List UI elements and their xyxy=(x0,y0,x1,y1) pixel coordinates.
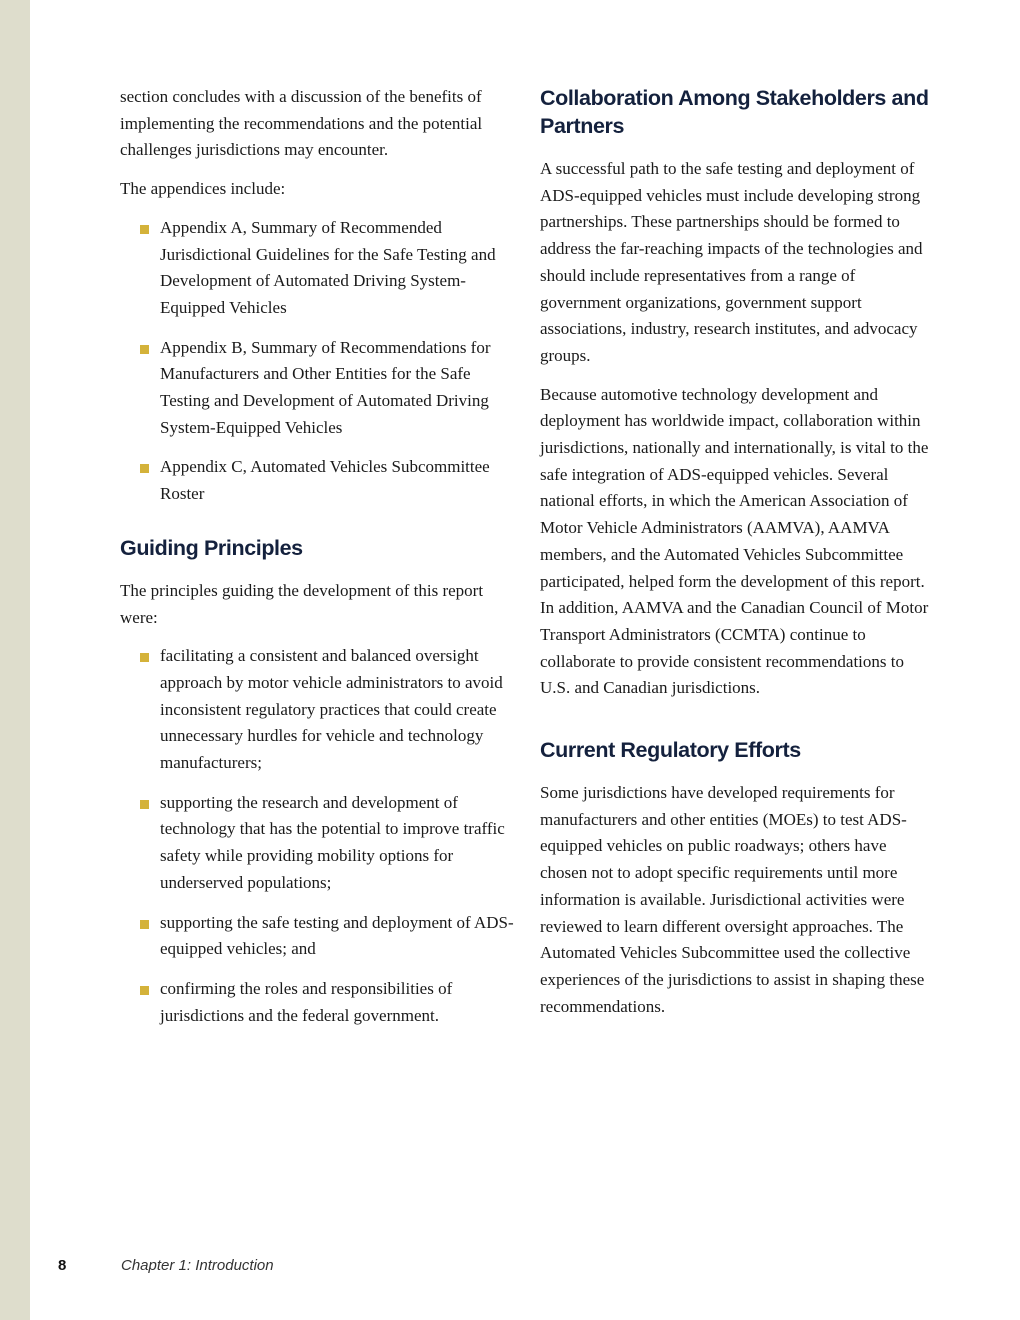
list-item-text: facilitating a consistent and balanced oversight approach by motor vehicle administrators to avoid inconsistent regulatory practices that could create unnecessary hurdles for vehicle and technology manufacturers; xyxy=(160,646,503,773)
list-item-text: Appendix B, Summary of Recommendations for Manufacturers and Other Entities for the Safe Testing and Development of Automated Driving System-Equipped Vehicles xyxy=(160,337,491,437)
intro-paragraph: section concludes with a discussion of the benefits of implementing the recommendations and the potential challenges jurisdictions may encounter. xyxy=(120,87,483,160)
collaboration-heading: Collaboration Among Stakeholders and Partners xyxy=(540,86,929,138)
list-item-text: Appendix C, Automated Vehicles Subcommittee Roster xyxy=(160,457,490,504)
square-bullet-icon xyxy=(140,920,149,929)
page-number: 8 xyxy=(58,1257,67,1274)
chapter-label: Chapter 1: Introduction xyxy=(121,1257,274,1274)
list-item-text: supporting the research and development of technology that has the potential to improve traffic safety while providing mobility options for underserved populations; xyxy=(160,792,505,892)
list-item-text: Appendix A, Summary of Recommended Jurisdictional Guidelines for the Safe Testing and Development of Automated Driving System-Equipped Vehicles xyxy=(160,217,496,317)
list-item-text: supporting the safe testing and deployment of ADS-equipped vehicles; and xyxy=(160,912,514,959)
list-item xyxy=(120,643,515,777)
left-column xyxy=(120,84,515,1055)
regulatory-efforts-heading: Current Regulatory Efforts xyxy=(540,738,801,763)
square-bullet-icon xyxy=(140,653,149,662)
list-item xyxy=(120,454,515,507)
page-edge-strip xyxy=(0,0,30,1320)
list-item-text: confirming the roles and responsibilities of jurisdictions and the federal government. xyxy=(160,978,453,1025)
list-item xyxy=(120,335,515,442)
appendices-intro: The appendices include: xyxy=(120,179,286,199)
principles-list xyxy=(120,643,515,1029)
guiding-intro: The principles guiding the development of this report were: xyxy=(120,580,484,627)
regulatory-paragraph: Some jurisdictions have developed requirements for manufacturers and other entities (MOEs) to test ADS-equipped vehicles on public roadways; others have chosen not to adopt specific requirements until more information is available. Jurisdictional activities were reviewed to learn different oversight approaches. The Automated Vehicles Subcommittee used the collective experiences of the jurisdictions to assist in shaping these recommendations. xyxy=(540,783,925,1016)
list-item xyxy=(120,976,515,1029)
collaboration-paragraph-1: A successful path to the safe testing and deployment of ADS-equipped vehicles must include developing strong partnerships. These partnerships should be formed to address the far-reaching impacts of the technologies and should include representatives from a range of government organizations, government support associations, industry, research institutes, and advocacy groups. xyxy=(540,159,923,365)
square-bullet-icon xyxy=(140,800,149,809)
collaboration-paragraph-2: Because automotive technology development and deployment has worldwide impact, collaboration within jurisdictions, nationally and internationally, is vital to the safe integration of ADS-equipped vehicles. Several national efforts, in which the American Association of Motor Vehicle Administrators (AAMVA), AAMVA members, and the Automated Vehicles Subcommittee participated, helped form the development of this report. In addition, AAMVA and the Canadian Council of Motor Transport Administrators (CCMTA) continue to collaborate to provide consistent recommendations to U.S. and Canadian jurisdictions. xyxy=(540,384,929,698)
square-bullet-icon xyxy=(140,225,149,234)
appendices-list xyxy=(120,215,515,508)
square-bullet-icon xyxy=(140,986,149,995)
right-column xyxy=(540,84,932,1032)
list-item xyxy=(120,910,515,963)
list-item xyxy=(120,215,515,322)
list-item xyxy=(120,790,515,897)
square-bullet-icon xyxy=(140,464,149,473)
square-bullet-icon xyxy=(140,345,149,354)
page-footer xyxy=(0,1257,1020,1279)
guiding-principles-heading: Guiding Principles xyxy=(120,535,303,560)
